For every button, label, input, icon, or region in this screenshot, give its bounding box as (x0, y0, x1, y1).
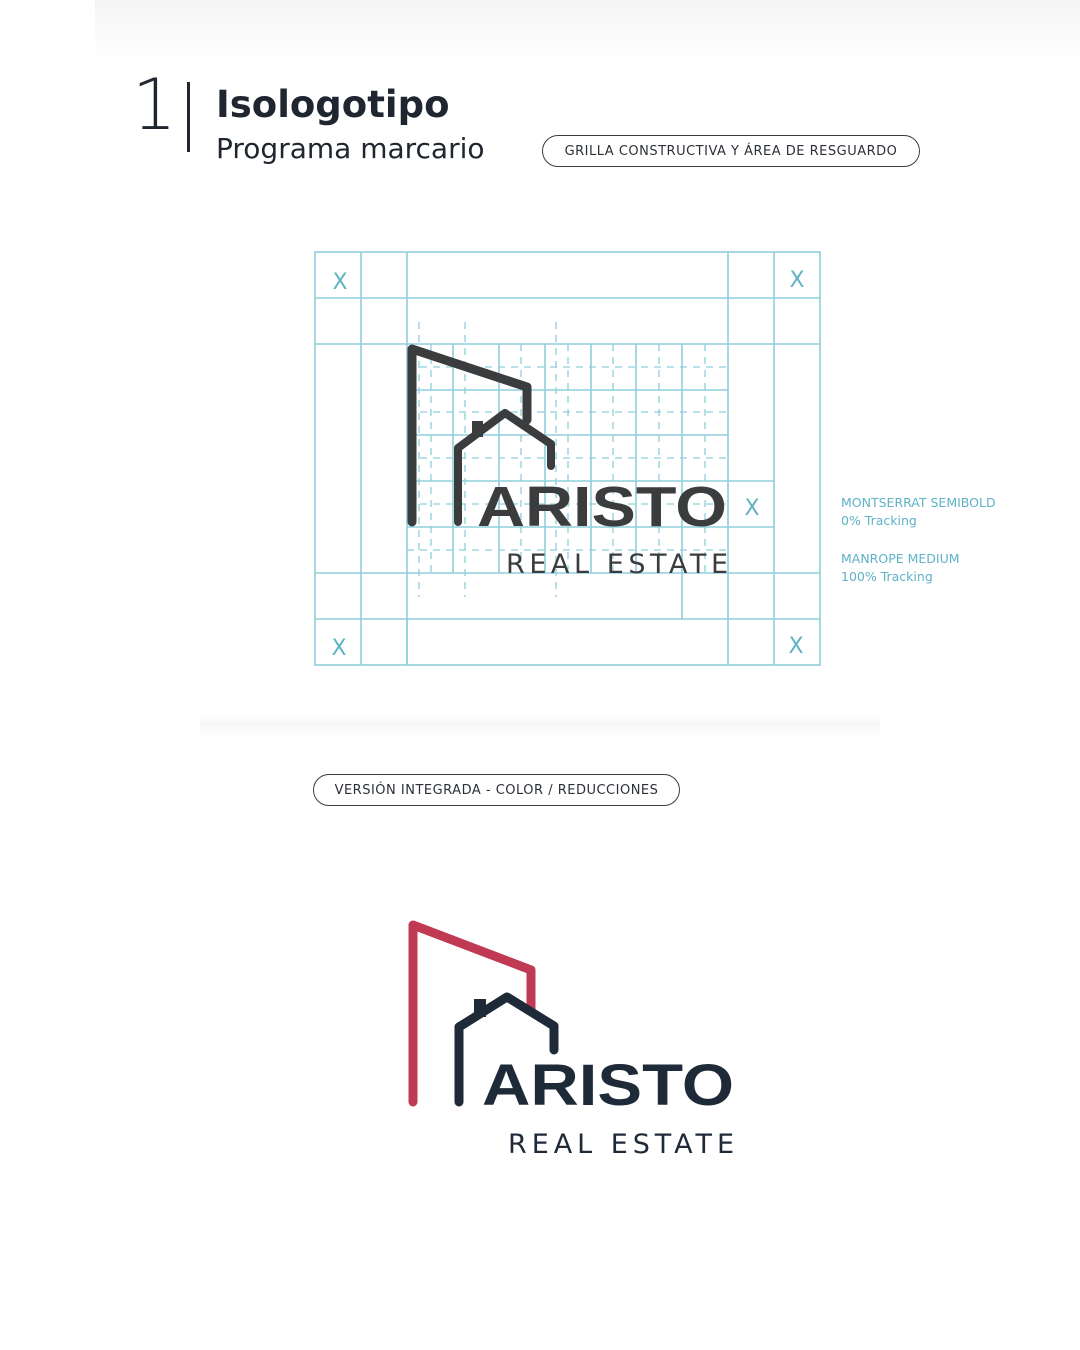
page-subtitle: Programa marcario (216, 132, 485, 165)
margin-marker-top-left: X (332, 270, 348, 295)
chimney-icon (472, 421, 483, 437)
typography-spec-primary (841, 494, 996, 530)
margin-marker-bottom-right: X (788, 634, 804, 659)
spec-tracking: 100% Tracking (841, 569, 933, 584)
grid-section-label: GRILLA CONSTRUCTIVA Y ÁREA DE RESGUARDO (542, 135, 920, 167)
logo-mono (412, 349, 728, 580)
chimney-dark-icon (474, 999, 486, 1017)
margin-marker-right-mid: X (744, 496, 760, 521)
typography-spec-secondary (841, 550, 960, 586)
logo-wordmark: ARISTO (477, 475, 727, 539)
spec-font-name: MANROPE MEDIUM (841, 551, 960, 566)
spec-tracking: 0% Tracking (841, 513, 917, 528)
logo-tagline: REAL ESTATE (506, 549, 728, 580)
logo-color (413, 925, 734, 1160)
margin-marker-bottom-left: X (331, 636, 347, 661)
margin-marker-top-right: X (789, 268, 805, 293)
logo-color-wordmark: ARISTO (482, 1053, 734, 1118)
spec-font-name: MONTSERRAT SEMIBOLD (841, 495, 996, 510)
section-number: 1 (132, 64, 177, 146)
version-section-label: VERSIÓN INTEGRADA - COLOR / REDUCCIONES (313, 774, 680, 806)
page-title: Isologotipo (216, 83, 450, 126)
logo-color-tagline: REAL ESTATE (508, 1129, 734, 1160)
